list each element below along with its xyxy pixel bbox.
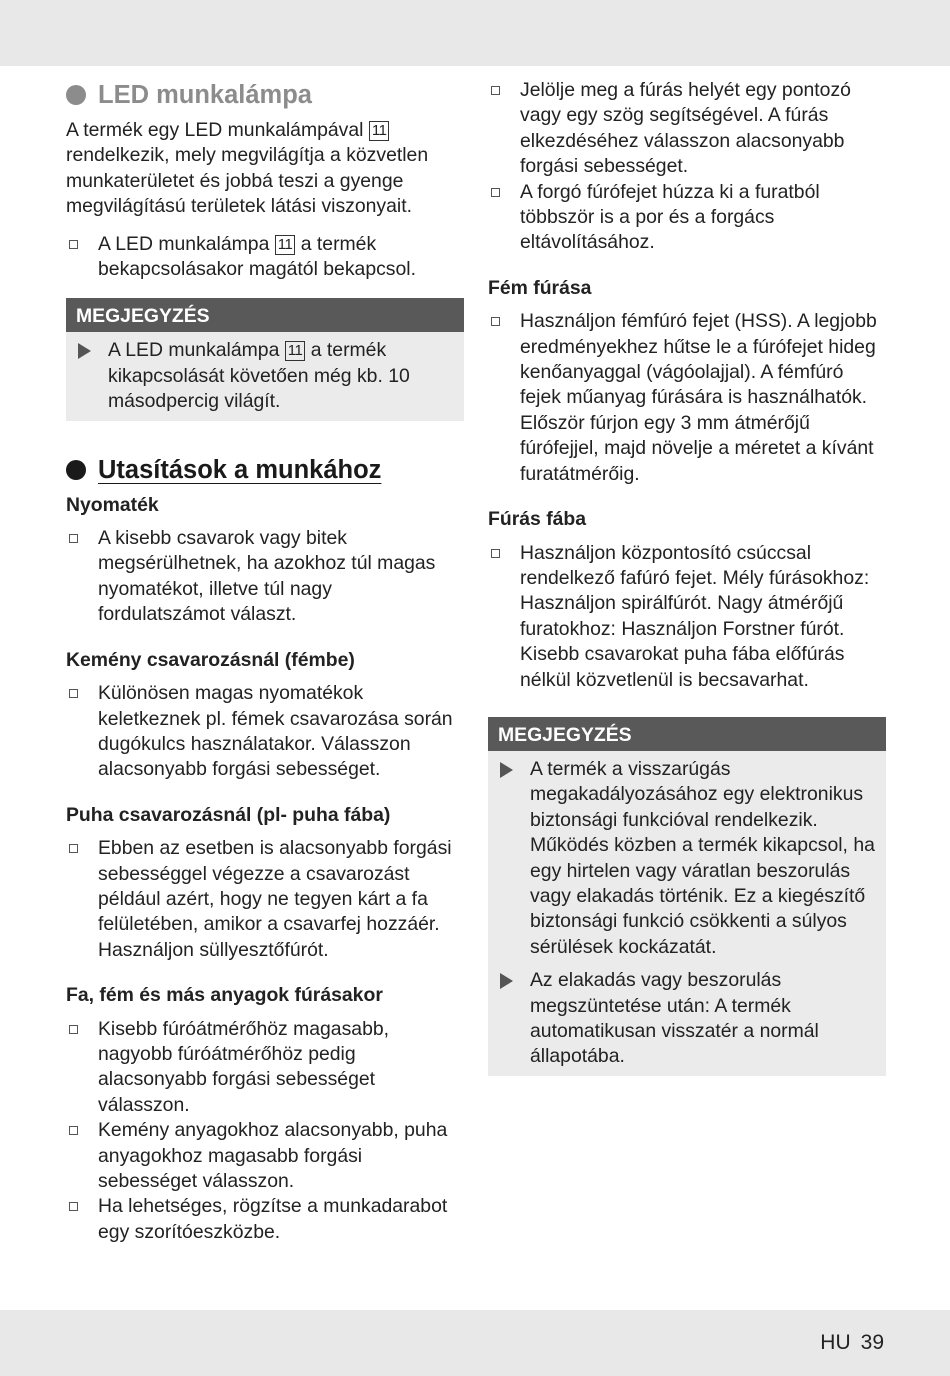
wood-drilling-list	[488, 541, 886, 693]
hard-screwing-list	[66, 681, 464, 783]
drilling-heading: Fa, fém és más anyagok fúrásakor	[66, 984, 383, 1007]
page-number	[820, 1331, 884, 1355]
page-number-value: 39	[860, 1331, 884, 1354]
left-column	[66, 78, 464, 1245]
ref-number-11: 11	[275, 235, 296, 255]
note-box-kickback	[488, 717, 886, 1076]
note-box-led	[66, 298, 464, 420]
header-band	[0, 0, 950, 66]
list-item: Kemény anyagokhoz alacsonyabb, puha anyagokhoz magasabb forgási sebességet válasszon.	[66, 1118, 464, 1194]
checkbox-square-icon	[69, 689, 78, 698]
arrow-right-icon	[500, 973, 513, 989]
note-item: Az elakadás vagy beszorulás megszüntetése után: A termék automatikusan visszatér a normál állapotába.	[498, 968, 876, 1070]
soft-screwing-list	[66, 836, 464, 963]
list-item: A forgó fúrófejet húzza ki a furatból többször is a por és a forgács eltávolításához.	[488, 180, 886, 256]
led-intro: A termék egy LED munkalámpával 11 rendelkezik, mely megvilágítja a közvetlen munkaterületet és jobbá teszi a gyenge megvilágítású területek látási viszonyait.	[66, 119, 429, 218]
list-item: A LED munkalámpa 11 a termék bekapcsolásakor magától bekapcsol.	[66, 232, 464, 283]
checkbox-square-icon	[491, 86, 500, 95]
checkbox-square-icon	[69, 1126, 78, 1135]
bullet-dot-icon	[66, 460, 86, 480]
list-item: Jelölje meg a fúrás helyét egy pontozó vagy egy szög segítségével. A fúrás elkezdéséhez válasszon alacsonyabb forgási sebességet.	[488, 78, 886, 180]
checkbox-square-icon	[491, 549, 500, 558]
led-section-title: LED munkalámpa	[66, 78, 464, 112]
checkbox-square-icon	[69, 844, 78, 853]
torque-heading: Nyomaték	[66, 493, 159, 516]
note-heading: MEGJEGYZÉS	[66, 298, 464, 332]
checkbox-square-icon	[69, 240, 78, 249]
list-item: Használjon központosító csúccsal rendelkező fafúró fejet. Mély fúrásokhoz: Használjon spirálfúrót. Nagy átmérőjű furatokhoz: Használjon Forstner fúrót. Kisebb csavarokat puha fába előfúrás nélkül közvetlenül is becsavarhat.	[488, 541, 886, 693]
work-section-title: Utasítások a munkához	[66, 453, 464, 487]
ref-number-11: 11	[369, 121, 390, 141]
ref-number-11: 11	[285, 341, 306, 361]
checkbox-square-icon	[69, 1025, 78, 1034]
list-item: Ha lehetséges, rögzítse a munkadarabot egy szorítóeszközbe.	[66, 1194, 464, 1245]
list-item: Használjon fémfúró fejet (HSS). A legjobb eredményekhez hűtse le a fúrófejet hideg kenőanyaggal (vágóolajjal). A fémfúró fejek műanyag fúrására is használhatók. Először fúrjon egy 3 mm átmérőjű fúrófejjel, majd növelje a méretet a kívánt furatátmérőig.	[488, 309, 886, 487]
drilling-list-continued	[488, 78, 886, 256]
note-heading: MEGJEGYZÉS	[488, 717, 886, 751]
arrow-right-icon	[78, 343, 91, 359]
checkbox-square-icon	[491, 188, 500, 197]
metal-drilling-heading: Fém fúrása	[488, 276, 592, 299]
arrow-right-icon	[500, 762, 513, 778]
list-item: A kisebb csavarok vagy bitek megsérülhetnek, ha azokhoz túl magas nyomatékot, illetve túl nagy fordulatszámot választ.	[66, 526, 464, 628]
bullet-dot-icon	[66, 85, 86, 105]
hard-screwing-heading: Kemény csavarozásnál (fémbe)	[66, 648, 355, 671]
checkbox-square-icon	[69, 1202, 78, 1211]
language-code: HU	[820, 1331, 851, 1354]
footer-band	[0, 1310, 950, 1376]
note-item: A termék a visszarúgás megakadályozásához egy elektronikus biztonsági funkcióval rendelkezik. Működés közben a termék kikapcsol, ha egy hirtelen vagy váratlan beszorulás vagy elakadás történik. Ez a kiegészítő biztonsági funkció csökkenti a súlyos sérülések kockázatát.	[498, 757, 876, 960]
list-item: Ebben az esetben is alacsonyabb forgási sebességgel végezze a csavarozást például azért, hogy ne tegyen kárt a fa felületében, amikor a csavarfej hozzáér. Használjon süllyesztőfúrót.	[66, 836, 464, 963]
wood-drilling-heading: Fúrás fába	[488, 508, 587, 531]
right-column	[488, 78, 886, 1076]
led-list	[66, 232, 464, 283]
list-item: Különösen magas nyomatékok keletkeznek pl. fémek csavarozása során dugókulcs használatakor. Válasszon alacsonyabb forgási sebességet.	[66, 681, 464, 783]
checkbox-square-icon	[69, 534, 78, 543]
metal-drilling-list	[488, 309, 886, 487]
checkbox-square-icon	[491, 317, 500, 326]
torque-list	[66, 526, 464, 628]
soft-screwing-heading: Puha csavarozásnál (pl- puha fába)	[66, 803, 391, 826]
note-item: A LED munkalámpa 11 a termék kikapcsolását követően még kb. 10 másodpercig világít.	[76, 338, 454, 414]
drilling-list	[66, 1017, 464, 1246]
list-item: Kisebb fúróátmérőhöz magasabb, nagyobb fúróátmérőhöz pedig alacsonyabb forgási sebességet válasszon.	[66, 1017, 464, 1119]
